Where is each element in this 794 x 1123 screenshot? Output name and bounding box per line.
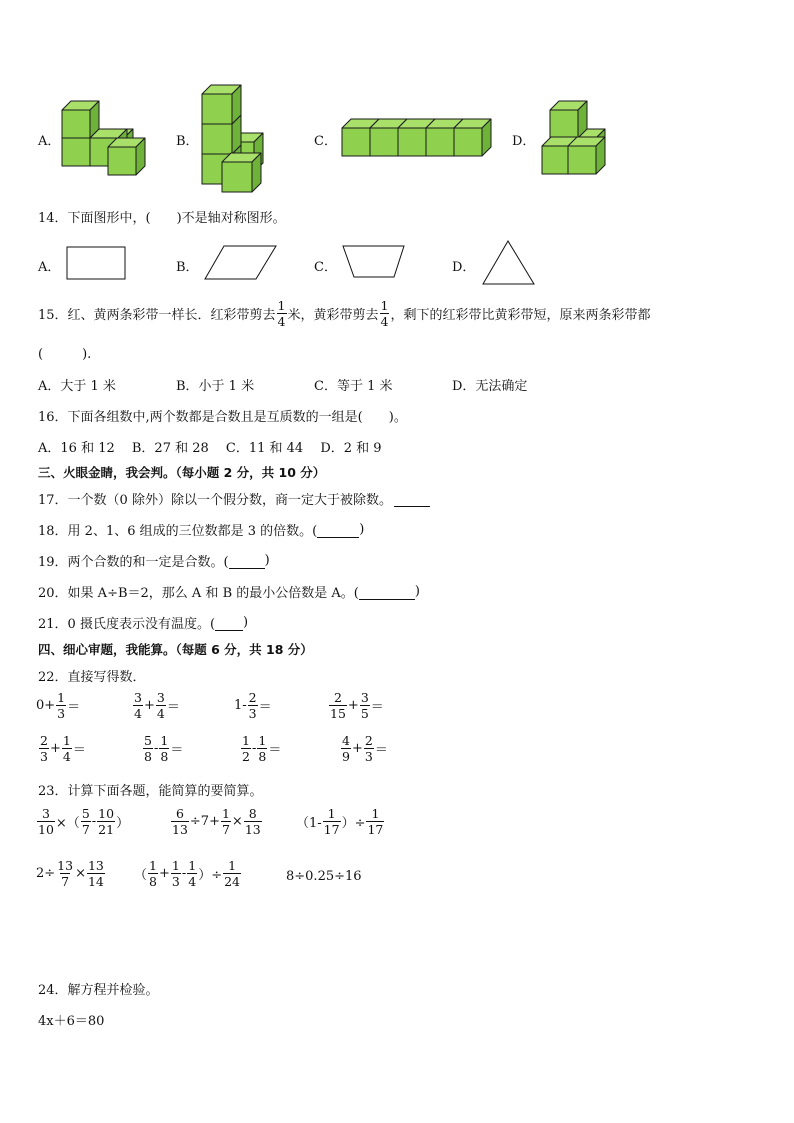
rectangle-shape bbox=[66, 246, 128, 280]
trapezoid-shape bbox=[342, 245, 406, 279]
q15-option-b: B．小于 1 米 bbox=[176, 379, 255, 394]
q24-equation: 4x＋6＝80 bbox=[38, 1014, 105, 1029]
q23-expr-1: $\frac{3}{10}$ ×（ $\frac{5}{7}$ - $\frac{10}{21}$ ） bbox=[38, 806, 130, 837]
q23-expr-2: $\frac{6}{13}$ ÷7+ $\frac{1}{7}$ × $\frac{8}{13}$ bbox=[172, 806, 261, 837]
q22-expr-3: 1- $\frac{2}{3}$ ＝ bbox=[234, 690, 272, 721]
q23-expr-3: （1- $\frac{1}{17}$ ）÷ $\frac{1}{17}$ bbox=[296, 806, 384, 837]
question-19: 19．两个合数的和一定是合数。( ) bbox=[38, 553, 270, 570]
q22-expr-5: $\frac{2}{3}$ + $\frac{1}{4}$ ＝ bbox=[40, 733, 86, 764]
cube bbox=[454, 119, 491, 156]
q15-option-d: D．无法确定 bbox=[452, 379, 528, 394]
q14-option-a-label: A． bbox=[38, 260, 61, 275]
question-17: 17．一个数（0 除外）除以一个假分数，商一定大于被除数。 bbox=[38, 489, 430, 508]
cube bbox=[550, 101, 587, 138]
section-4-heading: 四、细心审题，我能算。（每题 6 分，共 18 分） bbox=[38, 642, 313, 657]
q14-option-d-label: D． bbox=[452, 260, 476, 275]
answer-blank[interactable] bbox=[359, 584, 415, 600]
q22-expr-4: $\frac{2}{15}$ + $\frac{3}{5}$ ＝ bbox=[330, 690, 384, 721]
question-14-stem: 14．下面图形中，( )不是轴对称图形。 bbox=[38, 211, 286, 226]
q15-option-c: C．等于 1 米 bbox=[314, 379, 393, 394]
cube bbox=[222, 153, 261, 192]
triangle-shape bbox=[482, 240, 536, 286]
answer-blank[interactable] bbox=[317, 522, 359, 538]
answer-blank[interactable] bbox=[394, 491, 430, 507]
question-23-stem: 23．计算下面各题，能简算的要简算。 bbox=[38, 784, 263, 799]
cube-figure-a bbox=[60, 98, 170, 178]
q14-option-b-label: B． bbox=[176, 260, 199, 275]
q22-expr-2: $\frac{3}{4}$ + $\frac{3}{4}$ ＝ bbox=[134, 690, 180, 721]
q15-answer-paren: ( ). bbox=[38, 347, 92, 362]
q14-option-c-label: C． bbox=[314, 260, 337, 275]
answer-blank[interactable] bbox=[215, 615, 243, 631]
question-22-stem: 22．直接写得数． bbox=[38, 670, 146, 685]
q22-expr-1: 0+ $\frac{1}{3}$ ＝ bbox=[36, 690, 81, 721]
cube-figure-d bbox=[540, 98, 620, 178]
q23-expr-5: （ $\frac{1}{8}$ + $\frac{1}{3}$ - $\frac{1}{4}$ ）÷ $\frac{1}{24}$ bbox=[134, 858, 240, 889]
option-b-label: B． bbox=[176, 134, 199, 149]
q23-expr-6: 8÷0.25÷16 bbox=[286, 869, 362, 884]
cube bbox=[108, 138, 145, 175]
question-15-stem: 15．红、黄两条彩带一样长．红彩带剪去 $\frac{1}{4}$ 米，黄彩带剪去 $\frac{1}{4}$ ，剩下的红彩带比黄彩带短，原来两条彩带都 bbox=[38, 298, 651, 329]
cube-figure-c bbox=[340, 116, 500, 162]
cube bbox=[568, 137, 605, 174]
option-c-label: C． bbox=[314, 134, 337, 149]
question-18: 18．用 2、1、6 组成的三位数都是 3 的倍数。( ) bbox=[38, 522, 365, 539]
cube-figure-b bbox=[198, 82, 288, 198]
parallelogram-shape bbox=[204, 245, 278, 281]
answer-blank[interactable] bbox=[229, 553, 265, 569]
cube bbox=[202, 85, 241, 124]
q22-expr-7: $\frac{1}{2}$ - $\frac{1}{8}$ ＝ bbox=[242, 733, 282, 764]
q15-option-a: A．大于 1 米 bbox=[38, 379, 116, 394]
q23-expr-4: 2÷ $\frac{13}{7}$ × $\frac{13}{14}$ bbox=[36, 858, 104, 889]
fraction: $\frac{1}{4}$ bbox=[277, 298, 286, 329]
q16-options: A．16 和 12 B．27 和 28 C．11 和 44 D．2 和 9 bbox=[38, 441, 382, 456]
question-21: 21．0 摄氏度表示没有温度。( ) bbox=[38, 615, 249, 632]
section-3-heading: 三、火眼金睛，我会判。（每小题 2 分，共 10 分） bbox=[38, 465, 326, 480]
option-a-label: A． bbox=[38, 134, 61, 149]
question-16-stem: 16．下面各组数中,两个数都是合数且是互质数的一组是( )。 bbox=[38, 410, 407, 425]
option-d-label: D． bbox=[512, 134, 536, 149]
question-24-stem: 24．解方程并检验。 bbox=[38, 983, 159, 998]
q22-expr-6: $\frac{5}{8}$ - $\frac{1}{8}$ ＝ bbox=[144, 733, 184, 764]
question-20: 20．如果 A÷B＝2，那么 A 和 B 的最小公倍数是 A。( ) bbox=[38, 584, 420, 601]
q22-expr-8: $\frac{4}{9}$ + $\frac{2}{3}$ ＝ bbox=[342, 733, 388, 764]
cube bbox=[62, 101, 99, 138]
fraction: $\frac{1}{4}$ bbox=[380, 298, 389, 329]
